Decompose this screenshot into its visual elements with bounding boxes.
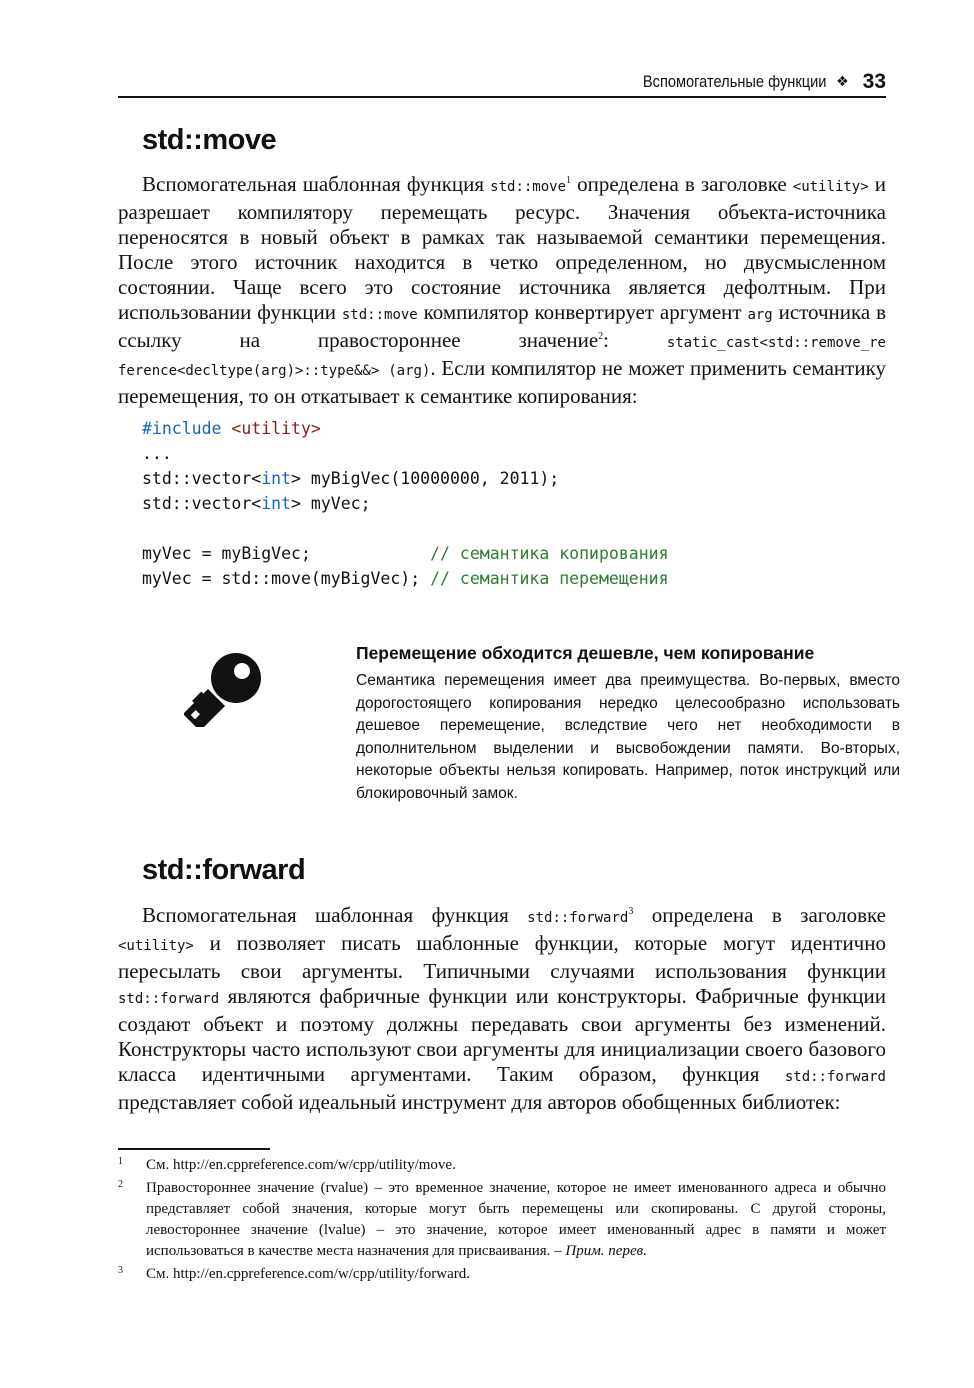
- code-text: > myVec;: [291, 494, 371, 513]
- inline-code: std::forward: [118, 991, 220, 1007]
- code-keyword: int: [261, 494, 292, 513]
- footnote-3: [118, 1264, 886, 1285]
- section-heading-forward: std::forward: [142, 854, 306, 886]
- footnote-1: [118, 1155, 886, 1176]
- inline-code: std::move: [490, 179, 567, 195]
- tip-title: Перемещение обходится дешевле, чем копирование: [356, 643, 815, 663]
- text-run: Вспомогательная шаблонная функция: [142, 903, 528, 927]
- footnote-text-run: Правостороннее значение (rvalue) – это временное значение, которое не имеет именованного адреса и обычно представляет собой значения, которые могут быть перемещены или скопированы. С другой стороны, левостороннее значение (lvalue) – это значение, которое имеет именованный адрес в памяти и может использоваться в качестве места назначения для присваивания. –: [146, 1180, 886, 1259]
- paragraph-forward: [118, 903, 886, 1115]
- section-heading-move: std::move: [142, 124, 277, 156]
- footnote-text: [146, 1178, 886, 1262]
- tip-body: [356, 640, 900, 805]
- footnote-separator: [118, 1148, 270, 1150]
- footnote-ref: 3: [628, 906, 634, 917]
- text-run: являются фабричные функции или конструкторы. Фабричные функции создают объект и поэтому должны передавать свои аргументы без изменений. Конструкторы часто используют свои аргументы для инициализации своего базового класса идентичными аргументами. Таким образом, функция: [118, 984, 886, 1086]
- text-run: определена в заголовке: [633, 903, 887, 927]
- ornament-icon: ❖: [836, 74, 849, 90]
- code-line: [142, 541, 669, 566]
- footnote-ref: 2: [598, 331, 604, 342]
- inline-code: <utility>: [792, 179, 869, 195]
- code-text: std::vector<: [142, 469, 262, 488]
- code-keyword: int: [261, 469, 292, 488]
- key-icon: [184, 648, 264, 728]
- code-line: [142, 416, 669, 441]
- text-run: и позволяет писать шаблонные функции, которые могут идентично пересылать свои аргументы. Типичными случаями использования функции: [118, 931, 886, 983]
- code-line: [142, 466, 669, 491]
- inline-code: static_cast<std::remove_re​ference<decltype(arg)>::type&&> (arg): [118, 335, 886, 379]
- text-run: и разрешает компилятору перемещать ресурс. Значения объекта-источника переносятся в новый объект в рамках так называемой семантики перемещения. После этого источник находится в четко определенном, но двусмысленном состоянии. Чаще всего это состояние источника является дефолтным. При использовании функции: [118, 172, 886, 324]
- inline-code: std::forward: [784, 1069, 886, 1085]
- tip-text: Семантика перемещения имеет два преимущества. Во-первых, вместо дорогостоящего копирования нередко целесообразно использовать дешевое перемещение, вследствие чего нет необходимости в дополнительном выделении и высвобождении памяти. Во-вторых, некоторые объекты нельзя копировать. Например, поток инструкций или блокировочный замок.: [356, 672, 900, 802]
- footnote-text: См. http://en.cppreference.com/w/cpp/utility/move.: [146, 1157, 456, 1173]
- translator-note: Прим. перев.: [565, 1243, 647, 1259]
- text-run: источника в ссылку на правостороннее значение: [118, 300, 887, 352]
- text-run: Вспомогательная шаблонная функция: [142, 172, 491, 196]
- code-line: [142, 491, 669, 516]
- inline-code: std::move: [341, 307, 418, 323]
- footnote-ref: 1: [566, 175, 572, 186]
- text-run: компилятор конвертирует аргумент: [417, 300, 748, 324]
- text-run: определена в заголовке: [571, 172, 793, 196]
- code-blank-line: [142, 516, 669, 541]
- code-header: <utility>: [231, 419, 321, 438]
- paragraph-move: [118, 172, 886, 409]
- text-run: . Если компилятор не может применить семантику перемещения, то он откатывает к семантике копирования:: [118, 356, 886, 408]
- inline-code: <utility>: [118, 938, 194, 954]
- footnote-mark: 2: [118, 1179, 123, 1190]
- running-header: [118, 68, 886, 98]
- code-comment: // семантика перемещения: [430, 569, 669, 588]
- code-listing: [142, 416, 669, 591]
- footnote-mark: 1: [118, 1156, 123, 1167]
- code-text: > myBigVec(10000000, 2011);: [291, 469, 560, 488]
- text-run: представляет собой идеальный инструмент для авторов обобщенных библиотек:: [118, 1090, 841, 1114]
- inline-code: std::forward: [527, 910, 629, 926]
- footnotes: [118, 1155, 886, 1285]
- code-text: std::vector<: [142, 494, 262, 513]
- running-header-title: Вспомогательные функции: [642, 72, 827, 91]
- code-text: myVec = myBigVec;: [142, 544, 431, 563]
- code-comment: // семантика копирования: [430, 544, 669, 563]
- footnote-text: См. http://en.cppreference.com/w/cpp/utility/forward.: [146, 1266, 470, 1282]
- footnote-mark: 3: [118, 1265, 123, 1276]
- code-line: ...: [142, 444, 172, 463]
- footnote-2: [118, 1178, 886, 1262]
- inline-code: arg: [747, 307, 773, 323]
- code-keyword: #include: [142, 419, 222, 438]
- text-run: :: [603, 328, 667, 352]
- code-line: [142, 566, 669, 591]
- code-text: myVec = std::move(myBigVec);: [142, 569, 431, 588]
- tip-box: [184, 640, 904, 820]
- page-number: 33: [862, 70, 886, 93]
